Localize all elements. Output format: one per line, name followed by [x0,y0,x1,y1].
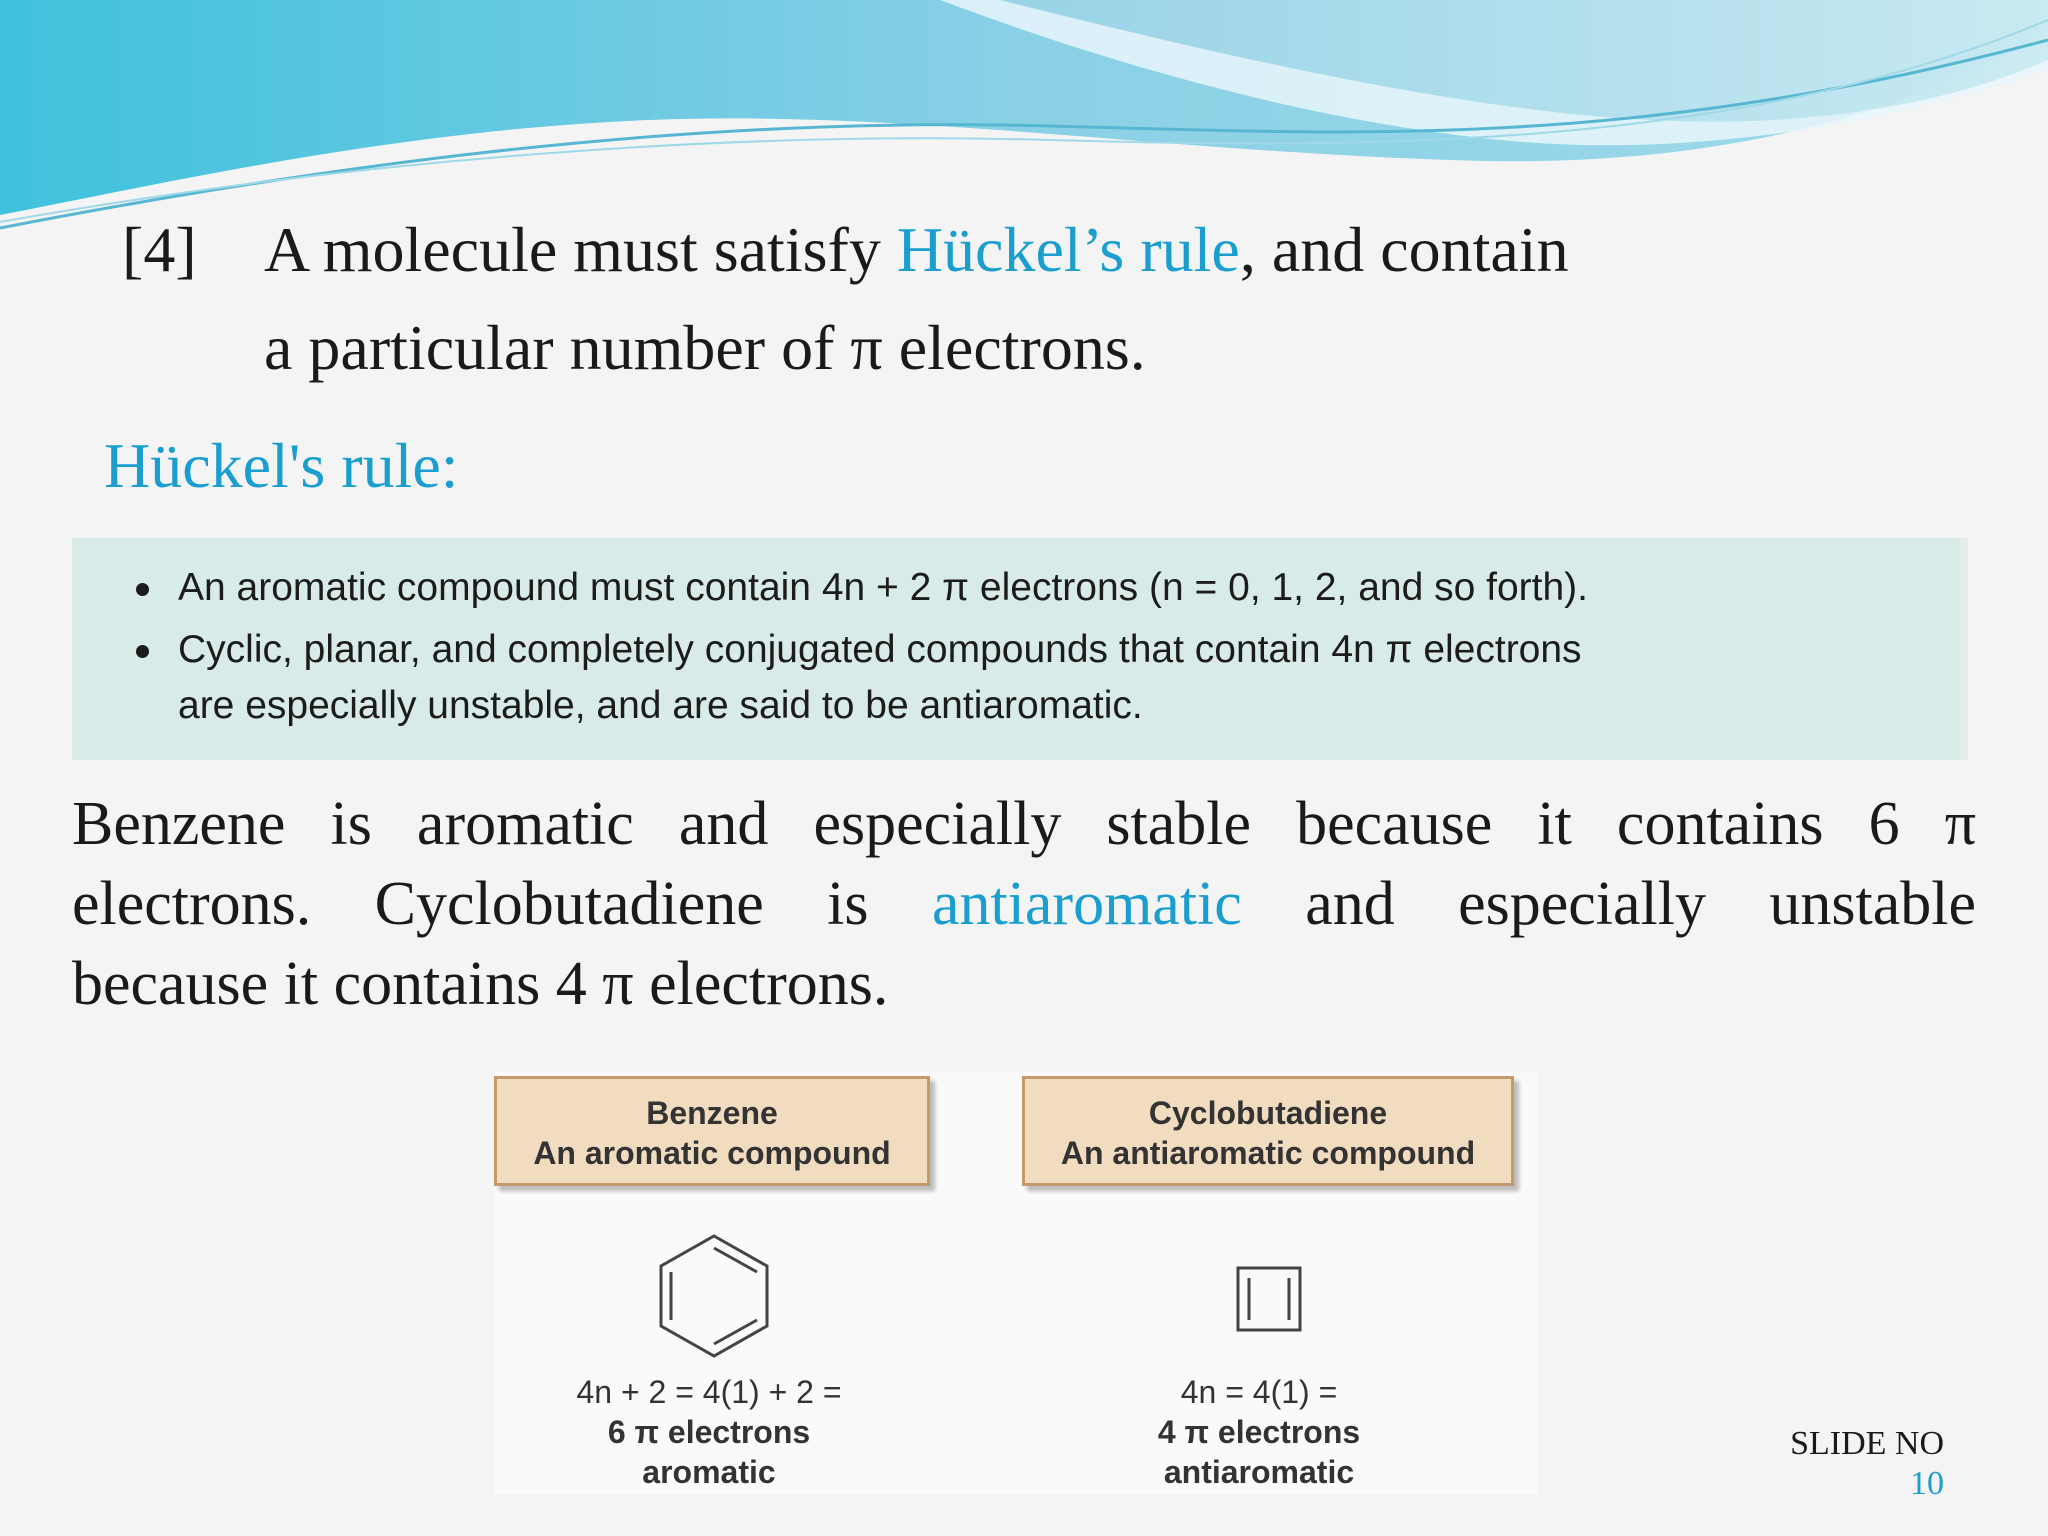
cyclobutadiene-calc-line-3: antiaromatic [1163,1454,1355,1490]
cyclobutadiene-structure-icon [1234,1264,1304,1334]
benzene-structure-icon [654,1232,774,1358]
cyclobutadiene-calculation [1084,1372,1434,1492]
rule-bullet-1-text: An aromatic compound must contain 4n + 2 π electrons (n = 0, 1, 2, and so forth). [178,566,1588,609]
benzene-subtitle: An aromatic compound [533,1135,891,1171]
cyclobutadiene-calc-line-2: 4 π electrons [1157,1414,1361,1450]
paragraph-line-2 [72,864,1976,944]
benzene-title: Benzene [646,1095,778,1131]
cyclobutadiene-title: Cyclobutadiene [1148,1095,1388,1131]
paragraph-line-1: Benzene is aromatic and especially stable because it contains 6 π [72,790,1976,858]
slide-number [1790,1424,1944,1504]
point-line-1-text-a: A molecule must satisfy [264,214,897,285]
benzene-calculation [534,1372,884,1492]
slide-number-value: 10 [1910,1465,1944,1502]
point-line-2: a particular number of π electrons. [264,312,1146,383]
aromaticity-figure [494,1072,1538,1494]
rule-bullet-2-text-line2: are especially unstable, and are said to be antiaromatic. [178,684,1143,727]
bullet-icon [136,645,149,658]
point-number: [4] [122,214,197,285]
cyclobutadiene-label-box [1022,1076,1514,1186]
paragraph-line-2-text-a: electrons. Cyclobutadiene is [72,870,932,938]
benzene-calc-line-3: aromatic [642,1454,776,1490]
paragraph-line-3: because it contains 4 π electrons. [72,950,889,1018]
slide-number-label: SLIDE NO [1790,1425,1944,1462]
benzene-calc-line-1: 4n + 2 = 4(1) + 2 = [576,1374,842,1410]
bullet-icon [136,583,149,596]
paragraph-line-2-text-b: and especially unstable [1241,870,1976,938]
cyclobutadiene-subtitle: An antiaromatic compound [1060,1135,1476,1171]
huckel-rule-link: Hückel’s rule [896,214,1240,285]
point-line-1-text-b: , and contain [1239,214,1569,285]
rule-heading: Hückel's rule: [104,430,459,501]
benzene-label-box [494,1076,930,1186]
antiaromatic-link: antiaromatic [931,870,1242,938]
point-line-1 [264,214,1569,285]
benzene-calc-line-2: 6 π electrons [607,1414,811,1450]
rule-bullet-2-text-line1: Cyclic, planar, and completely conjugated compounds that contain 4n π electrons [178,628,1582,671]
header-wave-decoration [0,0,2048,250]
cyclobutadiene-calc-line-1: 4n = 4(1) = [1180,1374,1338,1410]
